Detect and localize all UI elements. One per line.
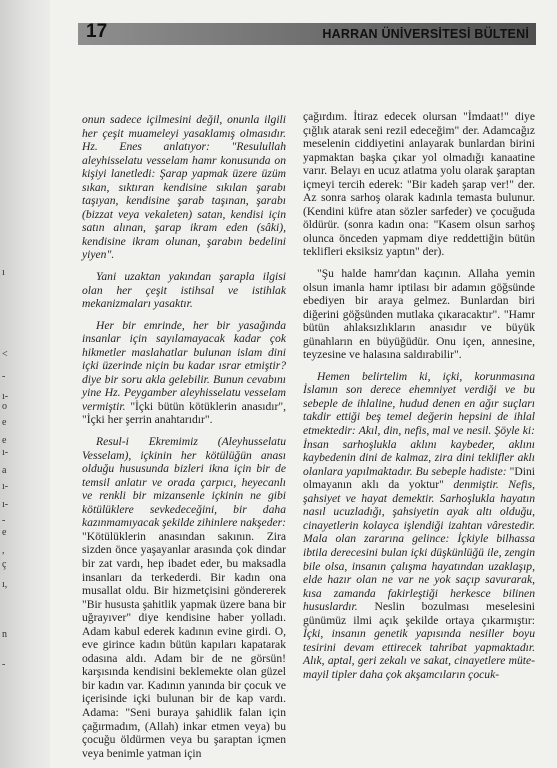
paragraph: onun sadece içilmesini değil, onunla ilgili her çeşit muameleyi yasaklamış olmasıdır. Hz. Enes anlatıyor: "Resulullah aleyhisselatu vesselam hamr konusunda on kişiyi lanetledi: Şarap yapmak üzere üzüm sıkan, sıktıran kendisine sıkılan şarabı taşıyan, kendisine şarab taşınan, şarabı (bizzat veya vekaleten) satan, kendisi için satın alınan, şarap ikram eden (sâki), kendisine ikram olunan, şarabın bedelini yiyen". bbox=[82, 113, 286, 262]
paragraph-plain: Neslin bozulması meselesini günümüz ilmi açık şekilde ortaya çıkarmıştır: bbox=[303, 600, 535, 627]
paragraph-italic: Resul-i Ekremimiz (Aleyhusselatu Vesselam), içkinin her kötülüğün anası olduğu hususunda bizleri ikna için bir de temsil anlatır ve orada çarpıcı, heyecanlı ve renkli bir mizansenle içkinin ne gibi kötülüklere sevkedeceğini, bir daha kazınmamıyacak şekilde zihinlere nakşeder: bbox=[82, 435, 287, 530]
gutter-mark: a bbox=[2, 465, 7, 476]
paragraph-italic: Her bir emrinde, her bir yasağında insanlar için sayılamayacak kadar çok hikmetler maslahatlar bulunan islam dini içki üzerinde niçin bu kadar ısrar etmiştir? diye bir soru akla gelebilir. Bunun cevabını yine Hz. Peygamber aleyhisselatu vesselam vermiştir. bbox=[82, 318, 286, 413]
paragraph-italic: İçki, insanın genetik yapısında nesiller boyu tesirini devam ettirecek tahribat yapmaktadır. Alık, aptal, geri zekalı ve sakat, cinayetlere müte-mayil tipler daha çok akşamcıların çocuk- bbox=[303, 627, 535, 681]
paragraph-plain: "Dini olmayanın aklı da yoktur" bbox=[303, 464, 535, 492]
gutter-mark: ı- bbox=[2, 481, 9, 492]
previous-page-edge bbox=[0, 0, 50, 768]
paragraph: "Şu halde hamr'dan kaçının. Allaha yemin olsun imanla hamr iptilası bir adamın göğsünde ebediyen bir araya gelmez. Bunlardan biri diğerini göğsünden mutlaka çıkaracaktır". "Hamr bütün ahlaksızlıkların anasıdır ve büyük günahların en büyüğüdür. Onu içen, annesine, teyzesine ve halasına saldırabilir". bbox=[303, 267, 535, 362]
paragraph: Yani uzaktan yakından şarapla ilgisi olan her çeşit istihsal ve istihlak mekanizmaları yasaktır. bbox=[82, 270, 286, 311]
paragraph-italic: denmiştir. Nefis, şahsiyet ve hayat demektir. Sarhoşlukla hayatın nasıl ucuzladığı, şahsiyetin ayak altı olduğu, cinayetlerin kolayca işlendiği izahtan vârestedir. Mala olan zararına gelince: İçkiyle bilhassa ibtila derecesini bulan içki düşkünlüğü ile, zengin bile olsa, insanın çalışma hayatından uzaklaşıp, elde hazır olan ne var ne yok saçıp savurarak, kısa zamanda fakirleştiği herkesce bilinen hususlardır. bbox=[303, 478, 535, 614]
gutter-mark: e bbox=[2, 435, 7, 446]
journal-title: HARRAN ÜNİVERSİTESİ BÜLTENİ bbox=[322, 27, 529, 41]
gutter-mark: e bbox=[2, 417, 7, 428]
gutter-mark: n bbox=[2, 629, 7, 640]
gutter-mark: < bbox=[2, 349, 8, 360]
gutter-mark: - bbox=[2, 371, 6, 382]
gutter-mark: , bbox=[2, 545, 5, 556]
paragraph bbox=[82, 435, 286, 760]
page-number: 17 bbox=[86, 21, 108, 42]
gutter-mark: - bbox=[2, 515, 6, 526]
gutter-mark: - bbox=[2, 659, 6, 670]
gutter-mark: ı- bbox=[2, 447, 9, 458]
gutter-mark: ı bbox=[2, 267, 5, 278]
gutter-mark: o bbox=[2, 401, 7, 412]
paragraph-plain: "Kötülüklerin anasından sakının. Zira sizden önce yaşayanlar arasında çok dindar bir zat vardı, hep ibadet eder, bu maksadla insanları da terkederdi. Bir kadın ona musallat oldu. Bir hizmetçisini göndererek "Bir hususta şahitlik yapmak üzere bana bir uğrayıver" diye kendisine haber yolladı. Adam kabul ederek kadının evine girdi. O, eve girince kadın bütün kapıları kapatarak odasına aldı. Adam bir de ne görsün! karşısında kendisini beklemekte olan güzel bir kadın var. Kadının yanında bir çocuk ve içerisinde içki bulunan bir de kap vardı. Adama: "Seni buraya şahidlik falan için çağırmadım, (Allah) inkar etmen veya) bu çocuğu öldürmen veya bu şaraptan içmen veya benimle yatman için bbox=[82, 529, 286, 760]
left-column bbox=[82, 110, 286, 760]
gutter-mark: ı, bbox=[2, 579, 8, 590]
right-column bbox=[303, 110, 535, 681]
gutter-mark: e bbox=[2, 527, 7, 538]
gutter-mark: ç bbox=[2, 559, 7, 570]
paragraph-italic: Hemen belirtelim ki, içki, korunmasına İslamın son derece ehemniyet verdiği ve bu sebeple de ihlaline, hudud denen en ağır suçları takdir ettiği beş temel değerin hepsini de ihlal etmektedir: Akıl, din, nefis, mal ve nesil. Şöyle ki: İnsan sarhoşlukla aklını kaybeder, aklını kaybedenin dini de kalmaz, zira dini teklifler aklı olanlara yapılmaktadır. Bu sebeple hadiste: bbox=[303, 369, 535, 478]
paragraph bbox=[82, 319, 286, 427]
paragraph bbox=[303, 370, 535, 682]
paragraph-plain: "İçki bütün kötüklerin anasıdır", "İçki her şerrin anahtarıdır". bbox=[82, 399, 286, 427]
gutter-mark: ı- bbox=[2, 391, 9, 402]
gutter-mark: ı- bbox=[2, 499, 9, 510]
paragraph: çağırdım. İtiraz edecek olursan "İmdaat!" diye çığlık atarak seni rezil edeceğim" der. Adamcağız meselenin ciddiyetini anlayarak bunlardan birini yapmaktan başka çıkar yol olmadığı kanaatine varır. Belayı en ucuz atlatma yolu olarak şaraptan içmeyi tercih ederek: "Bir kadeh şarap ver!" der. Az sonra sarhoş olarak kadınla temasta bulunur. (Kendini küfre atan sözler sarfeder) ve çocuğuda öldürür. (sonra kadın ona: "Kasem olsun sarhoş olunca önceden yapmam diye reddettiğin bütün teklifleri eksiksiz yaptın" der). bbox=[303, 110, 535, 259]
